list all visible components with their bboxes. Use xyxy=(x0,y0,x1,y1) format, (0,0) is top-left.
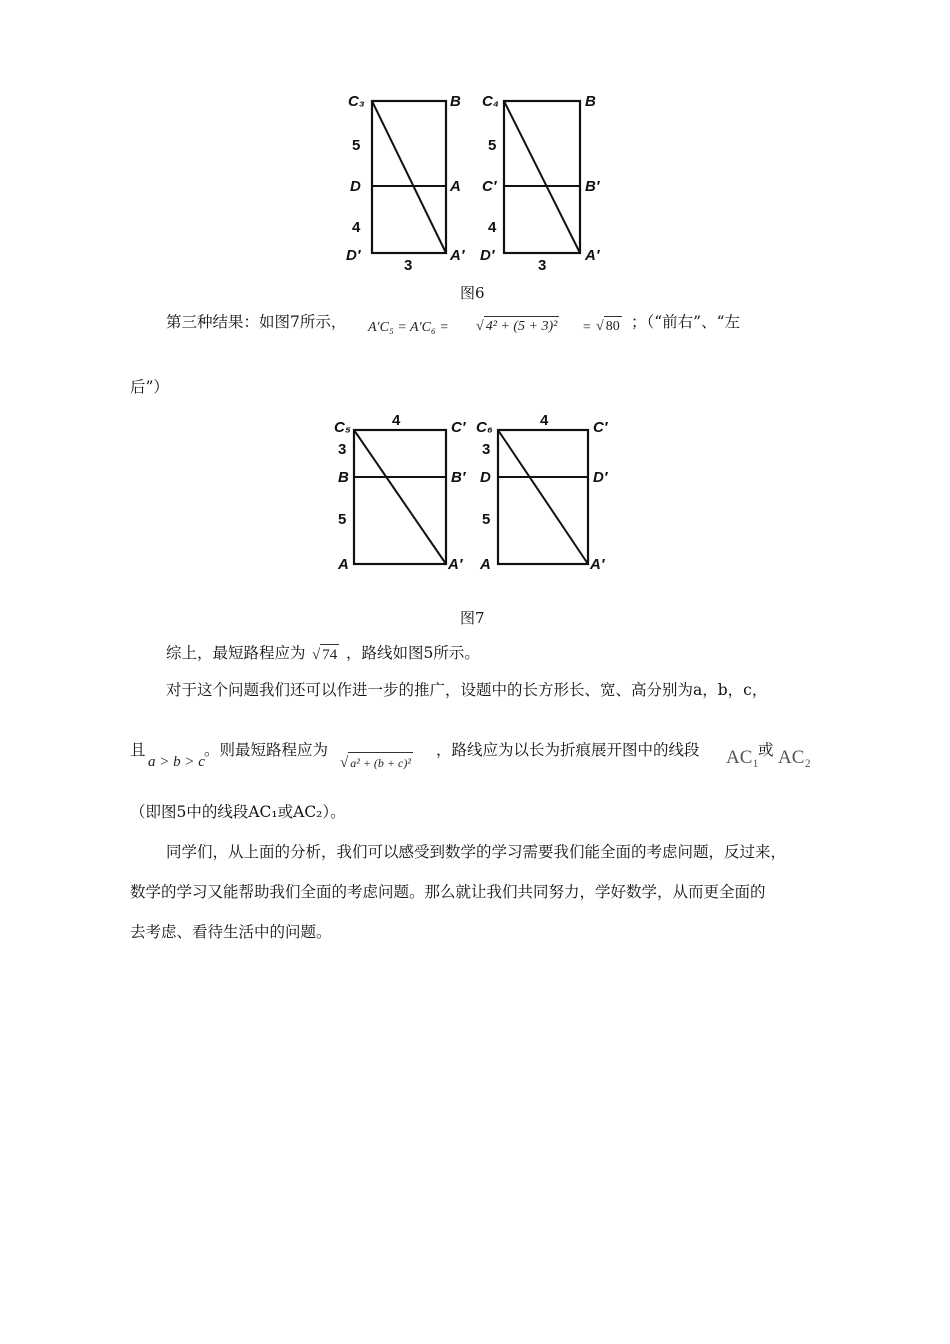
general-or: 或 xyxy=(758,741,774,759)
label-top-length: 4 xyxy=(392,412,401,429)
closing-line1: 同学们，从上面的分析，我们可以感受到数学的学习需要我们能全面的考虑问题，反过来， xyxy=(166,843,787,861)
general-sqrt: √ a² + (b + c)² xyxy=(340,752,413,773)
label-bl: A xyxy=(480,556,491,573)
inequality: a > b > c xyxy=(148,754,205,770)
summary-lead: 综上，最短路程应为 xyxy=(166,644,306,662)
figure-7-right-diagram xyxy=(476,412,609,573)
shortest-path-line xyxy=(504,101,580,253)
general-tail: ，路线应为以长为折痕展开图中的线段 xyxy=(436,741,700,759)
figure-7-left-diagram xyxy=(334,412,467,573)
label-mr: B′ xyxy=(585,178,600,195)
label-ml: D xyxy=(350,178,361,195)
label-ml: B xyxy=(338,469,349,486)
summary-sqrt: √ 74 xyxy=(312,644,339,665)
label-mr: A xyxy=(450,178,461,195)
formula-sqrt: √ 4² + (5 + 3)² xyxy=(476,316,559,337)
label-top-length: 4 xyxy=(540,412,549,429)
closing-line3: 去考虑、看待生活中的问题。 xyxy=(130,923,332,941)
figure-6-right-diagram xyxy=(480,93,601,274)
label-tl: C₃ xyxy=(348,93,365,110)
third-result-wrap: 后”） xyxy=(130,378,169,396)
formula-sqrt-80: √ 80 xyxy=(596,316,622,337)
label-upper-length: 3 xyxy=(482,441,491,458)
shortest-path-line xyxy=(498,430,588,564)
label-tl: C₆ xyxy=(476,419,493,436)
label-upper-length: 3 xyxy=(338,441,347,458)
label-lower-length: 4 xyxy=(352,219,361,236)
figure-6-caption: 图6 xyxy=(460,284,485,302)
general-line3: （即图5中的线段AC₁或AC₂）。 xyxy=(130,803,346,821)
label-br: A′ xyxy=(590,556,605,573)
formula-left: A′C₅ = A′C₆ = xyxy=(368,320,449,335)
figure-7-caption: 图7 xyxy=(460,609,485,627)
label-tr: C′ xyxy=(451,419,466,436)
label-tl: C₅ xyxy=(334,419,351,436)
label-ml: C′ xyxy=(482,178,497,195)
label-bl: D′ xyxy=(480,247,495,264)
label-br: A′ xyxy=(585,247,600,264)
label-tl: C₄ xyxy=(482,93,499,110)
label-bottom-length: 3 xyxy=(404,257,413,274)
label-mr: D′ xyxy=(593,469,608,486)
label-bl: D′ xyxy=(346,247,361,264)
label-br: A′ xyxy=(450,247,465,264)
label-lower-length: 5 xyxy=(338,511,347,528)
label-upper-length: 5 xyxy=(352,137,361,154)
segment-ac1: AC₁ xyxy=(726,747,760,768)
figure-6 xyxy=(330,88,620,278)
general-line1: 对于这个问题我们还可以作进一步的推广，设题中的长方形长、宽、高分别为a，b，c， xyxy=(166,681,768,699)
label-tr: B xyxy=(450,93,461,110)
formula-radicand: 4² + (5 + 3)² xyxy=(484,316,560,337)
general-mid: 。则最短路程应为 xyxy=(204,741,329,759)
figure-7 xyxy=(330,410,620,582)
formula-equals: = xyxy=(582,320,592,335)
summary-radicand: 74 xyxy=(320,644,339,665)
general-radicand: a² + (b + c)² xyxy=(348,752,413,773)
summary-tail: ，路线如图5所示。 xyxy=(346,644,480,662)
label-ml: D xyxy=(480,469,491,486)
label-mr: B′ xyxy=(451,469,466,486)
closing-line2: 数学的学习又能帮助我们全面的考虑问题。那么就让我们共同努力，学好数学，从而更全面的 xyxy=(130,883,766,901)
general-qie: 且 xyxy=(130,741,146,759)
third-result-tail: ；（“前右”、“左 xyxy=(631,313,741,331)
label-bottom-length: 3 xyxy=(538,257,547,274)
label-lower-length: 5 xyxy=(482,511,491,528)
shortest-path-line xyxy=(372,101,446,253)
label-br: A′ xyxy=(448,556,463,573)
third-result-lead: 第三种结果：如图7所示， xyxy=(166,313,347,331)
label-tr: C′ xyxy=(593,419,608,436)
label-lower-length: 4 xyxy=(488,219,497,236)
formula-radicand-80: 80 xyxy=(604,316,622,337)
label-upper-length: 5 xyxy=(488,137,497,154)
label-bl: A xyxy=(338,556,349,573)
figure-6-left-diagram xyxy=(346,93,466,274)
shortest-path-line xyxy=(354,430,446,564)
segment-ac2: AC₂ xyxy=(778,747,812,768)
label-tr: B xyxy=(585,93,596,110)
